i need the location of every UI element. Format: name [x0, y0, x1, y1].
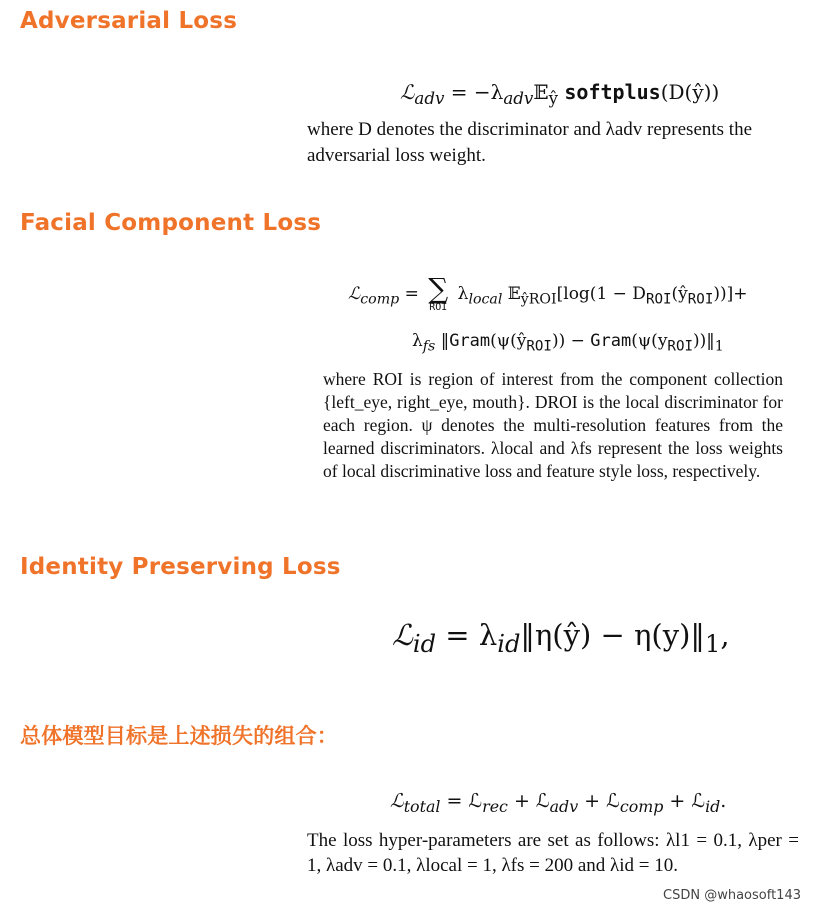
watermark: CSDN @whaosoft143	[663, 888, 801, 903]
equation-identity-preserving-loss: ℒ$_{id}$ = $\lambda_{id}‖\eta(ŷ)$ − $\eta(y)‖_1$,	[392, 618, 730, 658]
paragraph-adversarial-loss: where D denotes the discriminator and λadv represents the adversarial loss weight.	[307, 119, 753, 166]
equation-facial-component-line2: $\lambda_{fs}$ $‖Gram(\psi(ŷ_{ROI}))$ − $Gram(\psi(y_{ROI}))‖_1$	[412, 331, 724, 355]
heading-identity-preserving-loss: Identity Preserving Loss	[20, 554, 341, 580]
equation-adversarial-loss: ℒ$_{adv}$ = $-\lambda_{adv}𝔼_ŷ$ softplus(D(ŷ))	[400, 80, 720, 108]
paragraph-facial-component-loss: where ROI is region of interest from the component collection {left_eye, right_eye, mouth}. DROI is the local discriminator for each region. ψ denotes the multi-resolution features from the learned discriminators. λlocal and λfs represent the loss weights of local discriminative loss and feature style loss, respectively.	[323, 369, 783, 481]
heading-adversarial-loss: Adversarial Loss	[20, 8, 238, 34]
equation-total-loss: ℒ$_{total}$ = ℒ$_{rec}$ + ℒ$_{adv}$ + ℒ$_{comp}$ + ℒ$_{id}$.	[390, 790, 727, 816]
paragraph-hyper-parameters: The loss hyper-parameters are set as follows: λl1 = 0.1, λper = 1, λadv = 0.1, λlocal = 1, λfs = 200 and λid = 10.	[307, 830, 799, 876]
equation-facial-component-line1: ℒ$_{comp}$ = ∑ ROI $\lambda_{local}$ 𝔼$_{ŷROI}$[log(1 − $D_{ROI}(ŷ_{ROI}))]+$	[348, 272, 748, 313]
heading-facial-component-loss: Facial Component Loss	[20, 210, 322, 236]
summation-symbol: ∑ ROI	[428, 272, 449, 313]
heading-total-objective: 总体模型目标是上述损失的组合：	[20, 724, 338, 748]
